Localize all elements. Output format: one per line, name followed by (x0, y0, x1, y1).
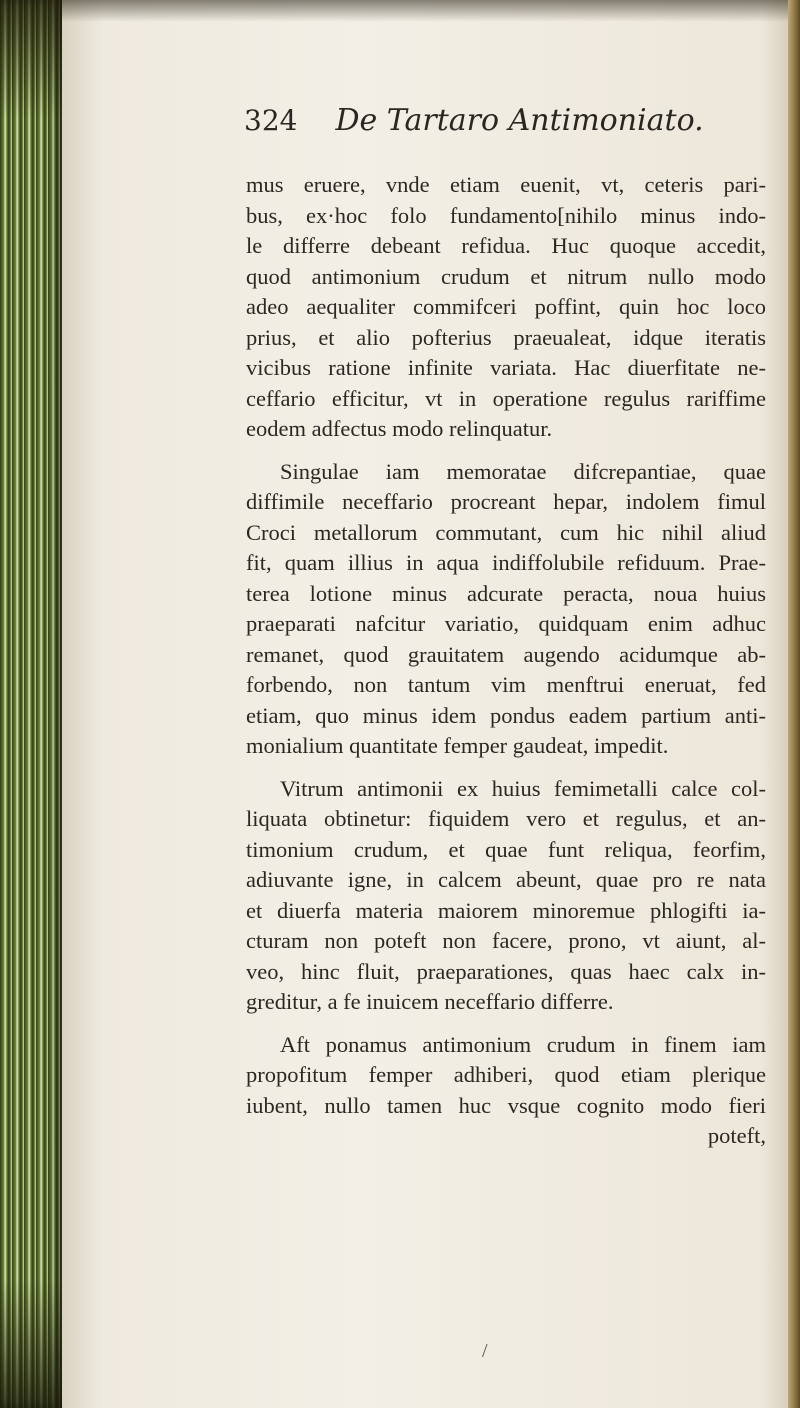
page-edge (788, 0, 800, 1408)
text-line: Vitrum antimonii ex huius femimetalli calce col- (280, 775, 766, 801)
text-line: greditur, a fe inuicem neceffario differre. (246, 989, 614, 1014)
text-line: etiam, quo minus idem pondus eadem partium anti- (246, 702, 766, 728)
text-line: ceffario efficitur, vt in operatione regulus rariffime (246, 385, 766, 411)
text-line: cturam non poteft non facere, prono, vt aiunt, al- (246, 928, 766, 953)
page-number: 324 (244, 104, 298, 137)
paragraph-1 (246, 170, 766, 445)
text-line: diffimile neceffario procreant hepar, indolem fimul (246, 489, 766, 514)
text-line: vicibus ratione infinite variata. Hac diuerfitate ne- (246, 355, 766, 380)
body-text (246, 170, 766, 1152)
text-line: praeparati nafcitur variatio, quidquam enim adhuc (246, 611, 766, 636)
text-line: le differre debeant refidua. Huc quoque accedit, (246, 233, 766, 258)
text-line: eodem adfectus modo relinquatur. (246, 416, 553, 441)
text-line: timonium crudum, et quae funt reliqua, feorfim, (246, 836, 766, 862)
paragraph-3 (246, 774, 766, 1018)
page-header (244, 103, 764, 149)
text-line: remanet, quod grauitatem augendo acidumque ab- (246, 641, 766, 667)
text-line: propofitum femper adhiberi, quod etiam plerique (246, 1062, 766, 1087)
text-line: quod antimonium crudum et nitrum nullo modo (246, 263, 766, 289)
running-title: De Tartaro Antimoniato. (335, 103, 704, 138)
text-line: fit, quam illius in aqua indiffolubile refiduum. Prae- (246, 550, 766, 575)
paragraph-4 (246, 1030, 766, 1152)
text-line: et diuerfa materia maiorem minoremue phlogifti ia- (246, 897, 766, 923)
page-top-shadow (62, 0, 788, 22)
text-line: veo, hinc fluit, praeparationes, quas haec calx in- (246, 958, 766, 984)
book-gutter (0, 0, 62, 1408)
text-line: Singulae iam memoratae difcrepantiae, quae (280, 458, 766, 484)
text-line: mus eruere, vnde etiam euenit, vt, ceteris pari- (246, 172, 766, 197)
stray-ink-mark: / (482, 1340, 488, 1362)
text-line: forbendo, non tantum vim menftrui eneruat, fed (246, 672, 766, 697)
paragraph-2 (246, 457, 766, 762)
text-line: terea lotione minus adcurate peracta, noua huius (246, 580, 766, 606)
text-line: prius, et alio pofterius praeualeat, idque iteratis (246, 324, 766, 350)
text-line: Croci metallorum commutant, cum hic nihil aliud (246, 519, 766, 545)
text-line: liquata obtinetur: fiquidem vero et regulus, et an- (246, 806, 766, 831)
gutter-shadow-top (0, 0, 62, 120)
text-line: Aft ponamus antimonium crudum in finem iam (280, 1031, 766, 1057)
text-line: monialium quantitate femper gaudeat, impedit. (246, 733, 669, 758)
gutter-shadow-bottom (0, 1278, 62, 1408)
text-line: adiuvante igne, in calcem abeunt, quae pro re nata (246, 867, 766, 892)
text-line: iubent, nullo tamen huc vsque cognito modo fieri (246, 1092, 766, 1118)
text-line: adeo aequaliter commifceri poffint, quin hoc loco (246, 294, 766, 319)
catchword: poteft, (707, 1123, 766, 1148)
text-line: bus, ex·hoc folo fundamento[nihilo minus indo- (246, 202, 766, 228)
